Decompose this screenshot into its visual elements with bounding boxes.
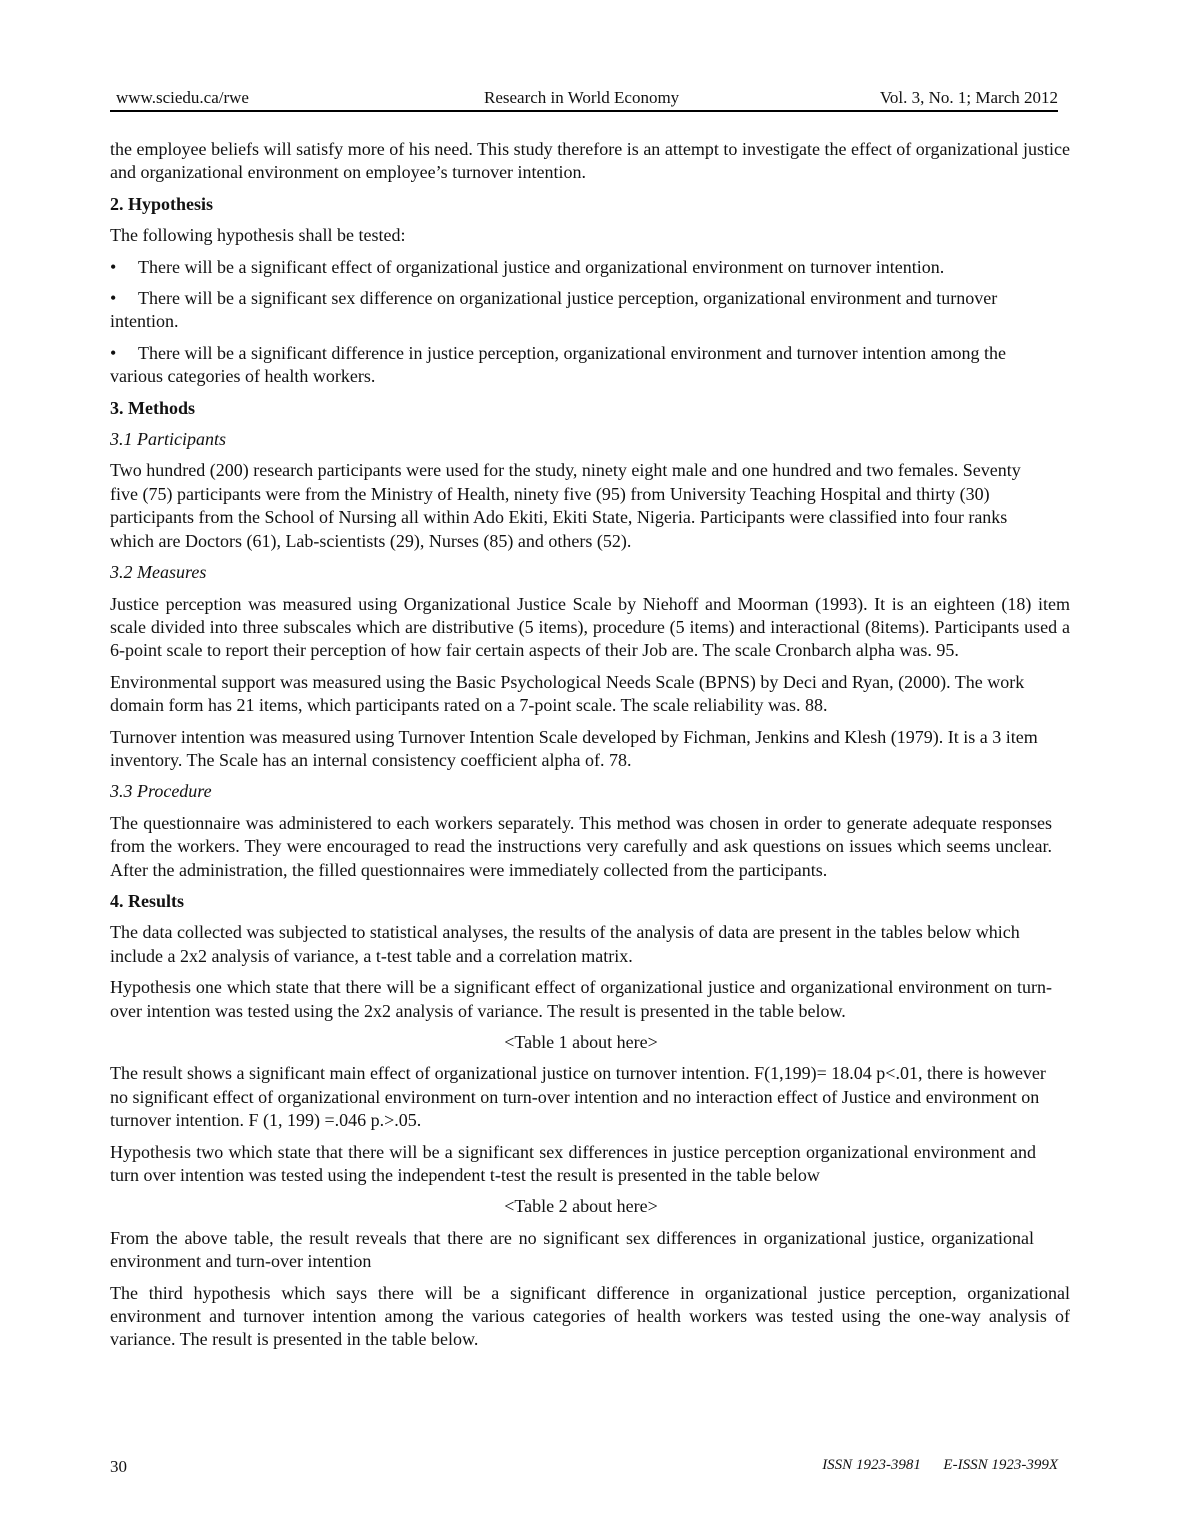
hypothesis-text: There will be a significant effect of organizational justice and organizational environment on turnover intention. [138,256,945,277]
article-body [110,138,1070,1360]
intro-continuation: the employee beliefs will satisfy more of his need. This study therefore is an attempt to investigate the effect of organizational justice and organizational environment on employee’s turnover intention. [110,139,1070,183]
bullet-icon: • [110,288,117,309]
hypothesis-item-2 [110,287,1070,334]
results-paragraph-hypothesis-one: Hypothesis one which state that there will be a significant effect of organizational justice and organizational environment on turn-over intention was tested using the 2x2 analysis of variance. The result is presented in the table below. [110,977,1052,1021]
hypothesis-item-1 [110,256,1070,279]
section-heading-hypothesis: 2. Hypothesis [110,193,214,214]
bullet-icon: • [110,342,117,363]
results-paragraph-ttest: From the above table, the result reveals that there are no significant sex differences in organizational justice, organizational environment and turn-over intention [110,1227,1034,1272]
subsection-heading-procedure: 3.3 Procedure [110,781,212,802]
page-number: 30 [110,1457,127,1476]
running-header [110,88,1058,112]
subsection-heading-measures: 3.2 Measures [110,562,207,583]
journal-title: Research in World Economy [484,88,680,107]
table2-placeholder: <Table 2 about here> [504,1196,658,1217]
results-paragraph-overview: The data collected was subjected to statistical analyses, the results of the analysis of data are present in the tables below which include a 2x2 analysis of variance, a t-test table and a correlation matrix. [110,922,1020,966]
results-paragraph-anova: The result shows a significant main effect of organizational justice on turnover intention. F(1,199)= 18.04 p<.01, there is however no significant effect of organizational environment on turn-over intention and no interaction effect of Justice and environment on turnover intention. F (1, 199) =.046 p.>.05. [110,1063,1046,1131]
measures-paragraph-justice: Justice perception was measured using Organizational Justice Scale by Niehoff and Moorman (1993). It is an eighteen (18) item scale divided into three subscales which are distributive (5 items), procedure (5 items) and interactional (8items). Participants used a 6-point scale to report their perception of how fair certain aspects of their Job are. The scale Cronbarch alpha was. 95. [110,593,1070,661]
hypothesis-lead: The following hypothesis shall be tested: [110,225,406,246]
subsection-heading-participants: 3.1 Participants [110,429,226,450]
table1-placeholder: <Table 1 about here> [504,1032,658,1052]
section-heading-methods: 3. Methods [110,397,195,418]
hypothesis-item-3 [110,342,1070,389]
volume-issue: Vol. 3, No. 1; March 2012 [879,88,1058,107]
results-paragraph-hypothesis-three: The third hypothesis which says there will be a significant difference in organizational justice perception, organizational environment and turnover intention among the various categories of health workers was tested using the one-way analysis of variance. The result is presented in the table below. [110,1282,1070,1350]
results-paragraph-hypothesis-two: Hypothesis two which state that there will be a significant sex differences in justice perception organizational environment and turn over intention was tested using the independent t-test the result is presented in the table below [110,1141,1036,1186]
bullet-icon: • [110,256,117,277]
journal-url: www.sciedu.ca/rwe [116,88,249,107]
hypothesis-text: There will be a significant difference in justice perception, organizational environment and turnover intention among the various categories of health workers. [110,342,1007,387]
issn-info: ISSN 1923-3981 E-ISSN 1923-399X [822,1457,1058,1473]
participants-paragraph: Two hundred (200) research participants were used for the study, ninety eight male and one hundred and two females. Seventy five (75) participants were from the Ministry of Health, ninety five (95) from University Teaching Hospital and thirty (30) participants from the School of Nursing all within Ado Ekiti, Ekiti State, Nigeria. Participants were classified into four ranks which are Doctors (61), Lab-scientists (29), Nurses (85) and others (52). [110,460,1021,551]
procedure-paragraph: The questionnaire was administered to each workers separately. This method was chosen in order to generate adequate responses from the workers. They were encouraged to read the instructions very carefully and ask questions on issues which seems unclear. After the administration, the filled questionnaires were immediately collected from the participants. [110,812,1052,880]
section-heading-results: 4. Results [110,890,185,911]
measures-paragraph-turnover: Turnover intention was measured using Turnover Intention Scale developed by Fichman, Jenkins and Klesh (1979). It is a 3 item inventory. The Scale has an internal consistency coefficient alpha of. 78. [110,726,1038,770]
hypothesis-text: There will be a significant sex difference on organizational justice perception, organizational environment and turnover intention. [110,288,998,332]
measures-paragraph-environment: Environmental support was measured using the Basic Psychological Needs Scale (BPNS) by Deci and Ryan, (2000). The work domain form has 21 items, which participants rated on a 7-point scale. The scale reliability was. 88. [110,671,1025,716]
